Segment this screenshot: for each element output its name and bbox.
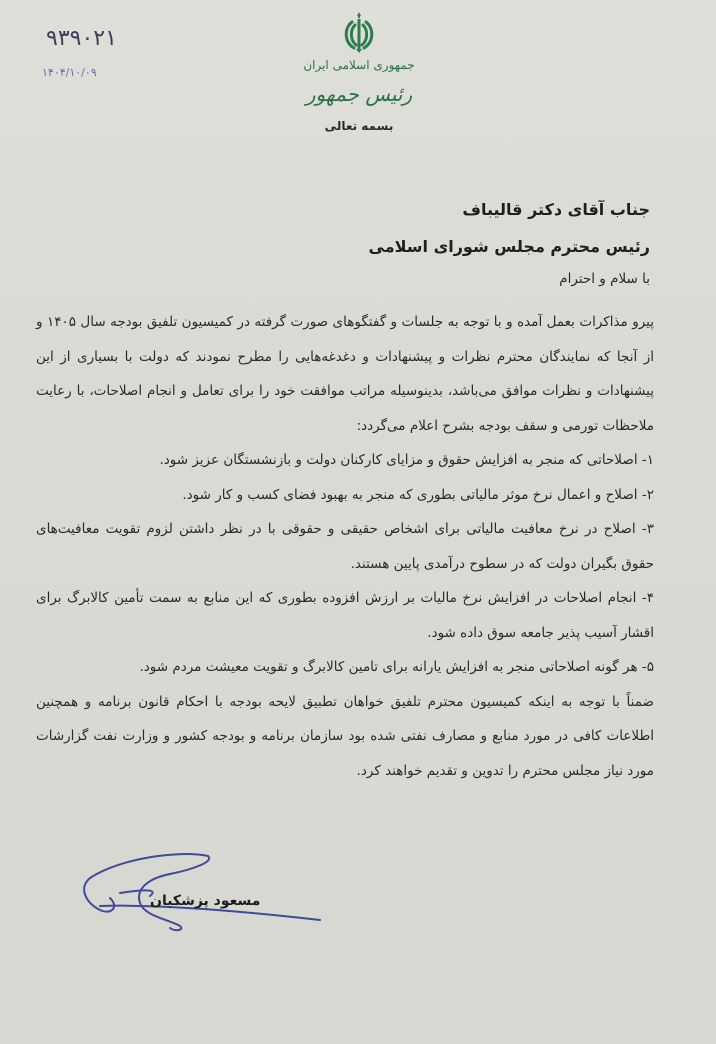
signer-name: مسعود پزشکیان — [150, 893, 261, 909]
handwritten-signature-icon — [80, 848, 330, 933]
office-title: رئیس جمهور — [305, 82, 413, 106]
letter-date: ۱۴۰۴/۱۰/۰۹ — [42, 66, 97, 79]
list-item: ۲- اصلاح و اعمال نرخ موثر مالیاتی بطوری که منجر به بهبود فضای کسب و کار شود. — [182, 486, 654, 503]
country-name: جمهوری اسلامی ایران — [303, 58, 415, 72]
addressee-name: جناب آقای دکتر قالیباف — [462, 200, 650, 219]
invocation: بسمه تعالی — [324, 119, 394, 133]
list-item: ۳- اصلاح در نرخ معافیت مالیاتی برای اشخاص حقیقی و حقوقی با در نظر داشتن لزوم تقویت معافیت‌های حقوق بگیران دولت که در سطوح درآمدی پایین هستند. — [36, 521, 654, 572]
list-item: ۱- اصلاحاتی که منجر به افزایش حقوق و مزایای کارکنان دولت و بازنشستگان عزیز شود. — [159, 452, 654, 468]
addressee-title: رئیس محترم مجلس شورای اسلامی — [368, 237, 650, 256]
list-item: ۴- انجام اصلاحات در افزایش نرخ مالیات بر ارزش افزوده بطوری که این منابع به سمت تأمین کالابرگ برای اقشار آسیب پذیر جامعه سوق داده شود. — [36, 590, 654, 641]
letter-body — [36, 305, 668, 788]
list-item: ۵- هر گونه اصلاحاتی منجر به افزایش یارانه برای تامین کالابرگ و تقویت معیشت مردم شود. — [139, 659, 654, 675]
closing-paragraph: ضمناً با توجه به اینکه کمیسیون محترم تلفیق خواهان تطبیق لایحه بودجه با احکام قانون برنامه و همچنین اطلاعات کافی در مورد منابع و مصارف نفتی شده بود سازمان برنامه و بودجه کشور و وزارت نفت گزارشات مورد نیاز مجلس محترم را تدوین و تقدیم خواهند کرد. — [36, 693, 654, 779]
intro-paragraph: پیرو مذاکرات بعمل آمده و با توجه به جلسات و گفتگوهای صورت گرفته در کمیسیون تلفیق بودجه سال ۱۴۰۵ و از آنجا که نمایندگان محترم نظرات و پیشنهادات و دغدغه‌هایی را مطرح نمودند که دولت با بسیاری از این پیشنهادات و نظرات موافق می‌باشد، بدینوسیله مراتب موافقت خود را برای تعامل و انجام اصلاحات، با رعایت ملاحظات تورمی و سقف بودجه بشرح اعلام می‌گردد: — [36, 314, 655, 434]
reference-number: ۱۲۰۹۳۹ — [46, 26, 117, 51]
greeting: با سلام و احترام — [559, 271, 650, 287]
iran-emblem-icon — [339, 10, 379, 54]
addressee-block — [369, 191, 650, 265]
